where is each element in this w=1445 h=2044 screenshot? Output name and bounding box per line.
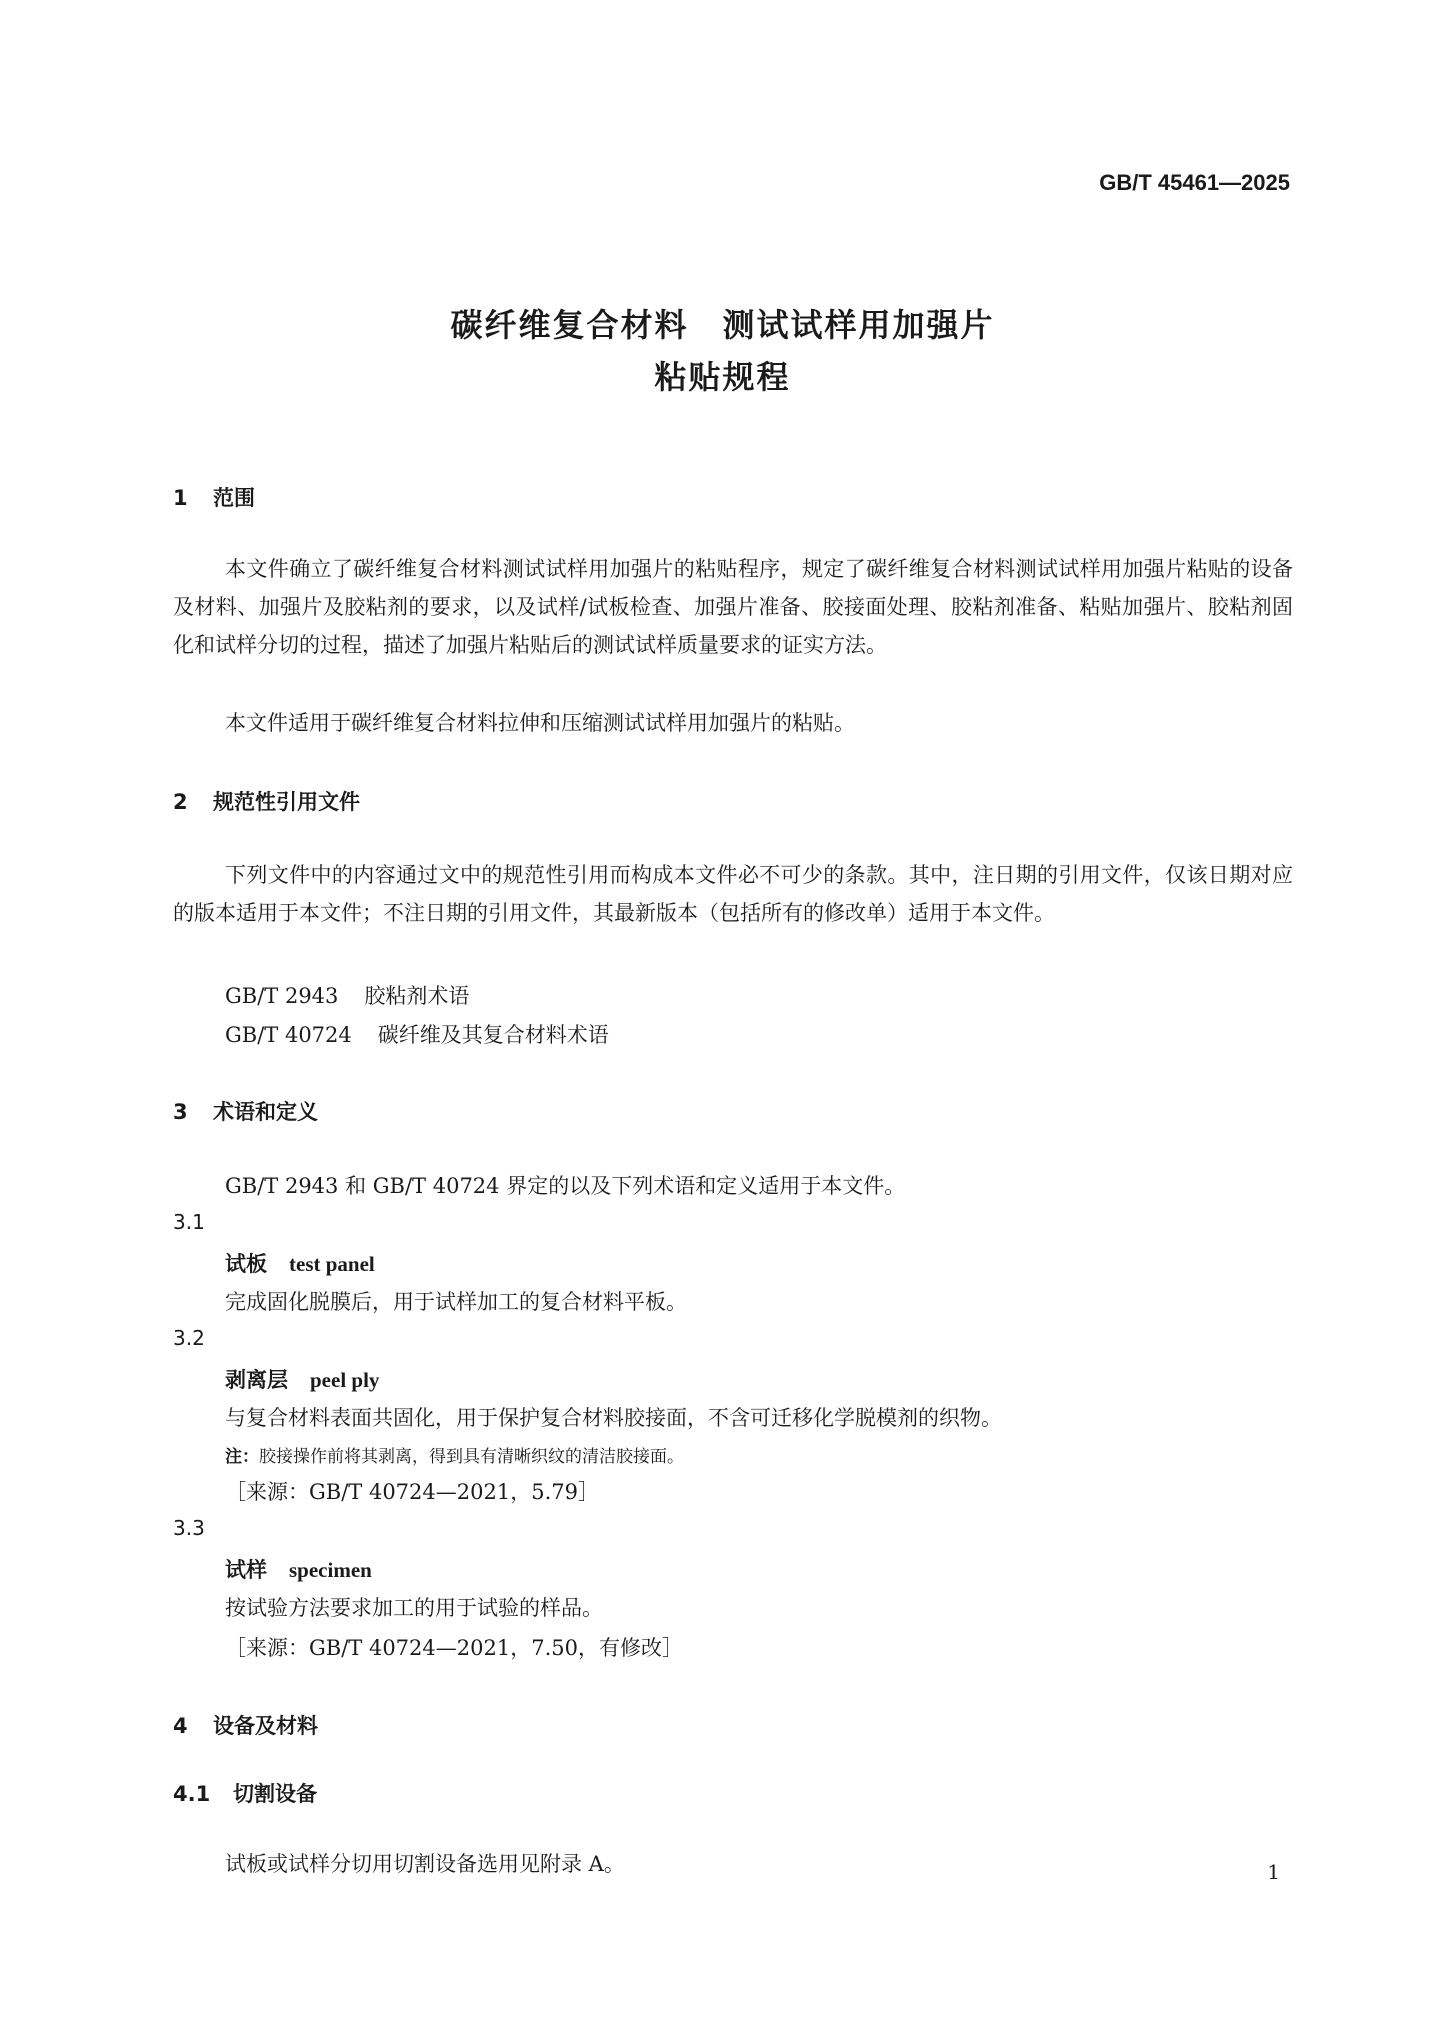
note-label: 注： <box>225 1447 259 1467</box>
section-3-heading <box>173 1096 318 1126</box>
section-title: 术语和定义 <box>213 1100 318 1124</box>
term-zh: 剥离层 <box>225 1368 288 1392</box>
section-number: 4 <box>173 1714 188 1738</box>
document-title-line2: 粘贴规程 <box>654 358 791 396</box>
term-entry <box>225 1554 372 1584</box>
term-zh: 试板 <box>225 1252 267 1276</box>
reference-name: 碳纤维及其复合材料术语 <box>377 1023 609 1047</box>
term-number: 3.3 <box>173 1516 205 1540</box>
section-title: 规范性引用文件 <box>213 790 360 814</box>
reference-code: GB/T 2943 <box>225 984 339 1008</box>
term-en: peel ply <box>310 1368 380 1392</box>
term-source: ［来源：GB/T 40724—2021，7.50，有修改］ <box>225 1636 683 1660</box>
reference-name: 胶粘剂术语 <box>364 984 470 1008</box>
term-zh: 试样 <box>225 1558 267 1582</box>
term-en: specimen <box>289 1558 372 1582</box>
section-1-heading <box>173 482 255 512</box>
section-1-paragraph-2: 本文件适用于碳纤维复合材料拉伸和压缩测试试样用加强片的粘贴。 <box>225 711 855 735</box>
subsection-4-1-paragraph: 试板或试样分切用切割设备选用见附录 A。 <box>225 1852 625 1876</box>
term-definition: 按试验方法要求加工的用于试验的样品。 <box>225 1596 603 1620</box>
reference-code: GB/T 40724 <box>225 1023 352 1047</box>
section-2-paragraph-1: 下列文件中的内容通过文中的规范性引用而构成本文件必不可少的条款。其中，注日期的引用文件，仅该日期对应的版本适用于本文件；不注日期的引用文件，其最新版本（包括所有的修改单）适用于本文件。 <box>173 863 1293 925</box>
subsection-4-1-heading <box>173 1778 317 1808</box>
term-number: 3.2 <box>173 1326 205 1350</box>
section-number: 3 <box>173 1100 188 1124</box>
subsection-number: 4.1 <box>173 1782 211 1806</box>
term-entry <box>225 1248 375 1278</box>
term-en: test panel <box>289 1252 375 1276</box>
term-definition: 与复合材料表面共固化，用于保护复合材料胶接面，不含可迁移化学脱模剂的织物。 <box>225 1406 1002 1430</box>
term-entry <box>225 1364 379 1394</box>
reference-item <box>225 1019 609 1049</box>
term-definition: 完成固化脱膜后，用于试样加工的复合材料平板。 <box>225 1290 687 1314</box>
section-1-paragraph-1: 本文件确立了碳纤维复合材料测试试样用加强片的粘贴程序，规定了碳纤维复合材料测试试样用加强片粘贴的设备及材料、加强片及胶粘剂的要求，以及试样/试板检查、加强片准备、胶接面处理、胶粘剂准备、粘贴加强片、胶粘剂固化和试样分切的过程，描述了加强片粘贴后的测试试样质量要求的证实方法。 <box>173 557 1293 657</box>
standard-number: GB/T 45461—2025 <box>1099 170 1290 195</box>
section-4-heading <box>173 1710 318 1740</box>
section-title: 设备及材料 <box>213 1714 318 1738</box>
term-number: 3.1 <box>173 1210 205 1234</box>
term-source: ［来源：GB/T 40724—2021，5.79］ <box>225 1480 599 1504</box>
section-3-paragraph-1: GB/T 2943 和 GB/T 40724 界定的以及下列术语和定义适用于本文件。 <box>225 1174 906 1198</box>
section-title: 范围 <box>213 486 255 510</box>
reference-item <box>225 980 469 1010</box>
document-title-line1: 碳纤维复合材料 测试试样用加强片 <box>450 306 995 344</box>
term-note <box>225 1442 684 1467</box>
section-number: 2 <box>173 790 188 814</box>
subsection-title: 切割设备 <box>233 1782 317 1806</box>
section-number: 1 <box>173 486 188 510</box>
page-number: 1 <box>1267 1860 1280 1884</box>
note-text: 胶接操作前将其剥离，得到具有清晰织纹的清洁胶接面。 <box>259 1447 684 1467</box>
section-2-heading <box>173 786 360 816</box>
